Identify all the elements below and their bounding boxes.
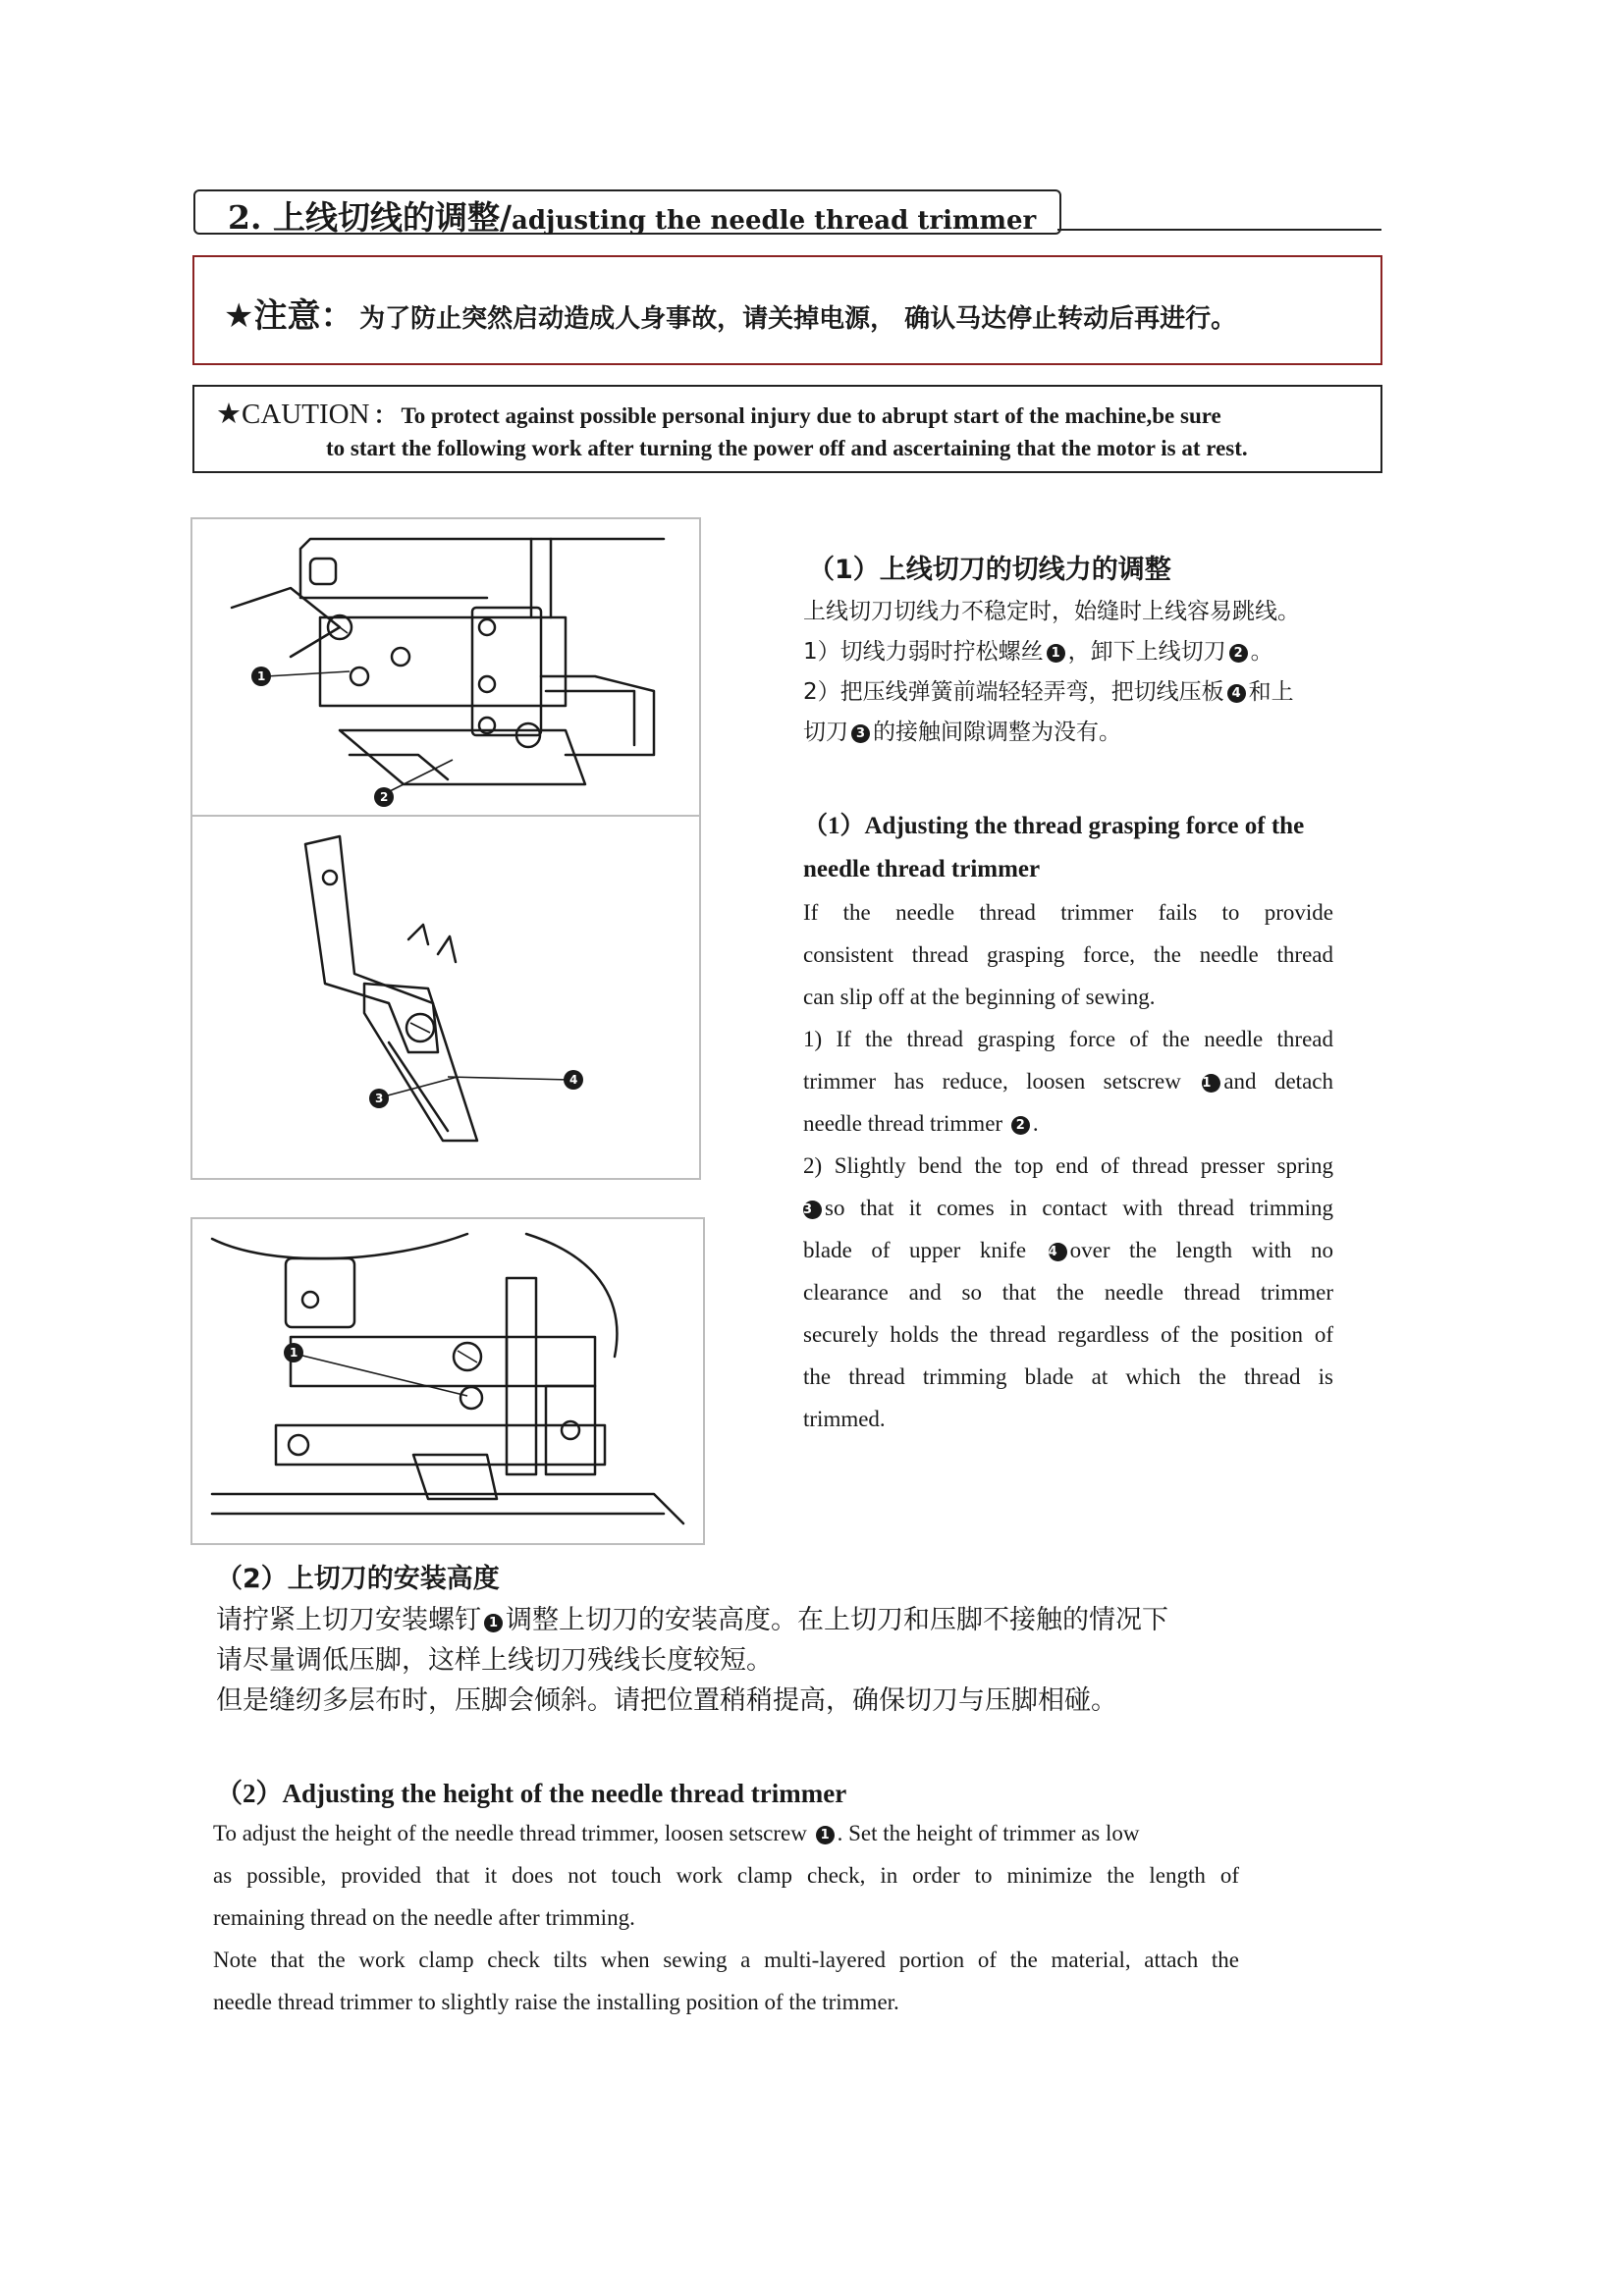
step1-zh-body (803, 592, 1333, 753)
step2-en-l1b: . Set the height of trimmer as low (837, 1821, 1140, 1845)
trimmer-height-adjustment-illustration (192, 1219, 703, 1543)
step1-en-p3-l4: clearance and so that the needle thread trimmer (803, 1280, 1333, 1305)
step2-zh-heading: （2）上切刀的安装高度 (216, 1564, 500, 1594)
marker-3-inline-en: 3 (803, 1201, 822, 1219)
marker-2: 2 (380, 790, 389, 804)
figure-trimmer-part (190, 815, 701, 1180)
needle-thread-trimmer-part-illustration (192, 817, 699, 1178)
step2-zh-body (216, 1600, 1168, 1721)
step2-en-heading: （2）Adjusting the height of the needle thread trimmer (216, 1779, 847, 1808)
marker-3: 3 (375, 1092, 384, 1105)
step1-zh-p4 (803, 713, 1333, 753)
step2-en-l2: as possible, provided that it does not touch work clamp check, in order to minimize the length of (213, 1863, 1239, 1888)
step1-zh-p2-a: 1）切线力弱时拧松螺丝 (803, 639, 1044, 665)
step1-en-p2-l3 (803, 1102, 1333, 1145)
step1-zh-p4-b: 的接触间隙调整为没有。 (873, 720, 1121, 745)
step1-en-heading-1: （1）Adjusting the thread grasping force of the (803, 813, 1305, 839)
step1-en-p3-l1: 2) Slightly bend the top end of thread presser spring (803, 1153, 1333, 1178)
step1-en-p2-l3b: . (1032, 1111, 1039, 1136)
marker-2-inline: 2 (1229, 644, 1248, 663)
step1-zh-p3-b: 和上 (1248, 679, 1294, 705)
step1-zh-p1: 上线切刀切线力不稳定时，始缝时上线容易跳线。 (803, 599, 1300, 624)
step2-en-l5: needle thread trimmer to slightly raise the installing position of the trimmer. (213, 1990, 899, 2014)
step1-en-p3-l3 (803, 1229, 1333, 1271)
step1-zh-heading: （1）上线切刀的切线力的调整 (808, 555, 1171, 585)
step1-en-heading-2: needle thread trimmer (803, 856, 1041, 882)
step2-zh-l1 (216, 1600, 1168, 1640)
section-number: 2. (228, 198, 262, 237)
figure-trimmer-height (190, 1217, 705, 1545)
step1-zh-p3 (803, 672, 1333, 713)
step2-en-body (213, 1812, 1239, 2023)
step1-en-p1-l2: consistent thread grasping force, the needle thread (803, 942, 1333, 967)
caution-box-zh (192, 255, 1382, 365)
caution-en-label: ★CAUTION (216, 399, 370, 430)
step1-en-p1-l1: If the needle thread trimmer fails to provide (803, 900, 1333, 925)
caution-box-en (192, 385, 1382, 473)
marker-4-inline-en: 4 (1049, 1243, 1067, 1261)
step1-en-p3-l6: the thread trimming blade at which the thread is (803, 1364, 1333, 1389)
step1-en-p3-l3a: blade of upper knife (803, 1238, 1027, 1262)
step1-zh-p2 (803, 632, 1333, 672)
caution-en-colon: ： (373, 403, 398, 429)
step1-en-p3-l3b: over the length with no (1069, 1238, 1333, 1262)
step2-zh-l1b: 调整上切刀的安装高度。在上切刀和压脚不接触的情况下 (506, 1605, 1168, 1635)
step1-en-p2-l2a: trimmer has reduce, loosen setscrew (803, 1069, 1181, 1094)
step1-zh-p2-b: ，卸下上线切刀 (1067, 639, 1226, 665)
marker-2-inline-en: 2 (1011, 1116, 1030, 1135)
step1-zh-p3-a: 2）把压线弹簧前端轻轻弄弯，把切线压板 (803, 679, 1224, 705)
section-title (228, 192, 1036, 239)
step1-en-p3-l2 (803, 1187, 1333, 1229)
step2-zh-l2: 请尽量调低压脚，这样上线切刀残线长度较短。 (216, 1645, 773, 1676)
caution-zh-label: ★注意： (224, 296, 354, 336)
marker-1: 1 (257, 669, 266, 683)
section-title-en: adjusting the needle thread trimmer (512, 206, 1037, 236)
marker-1-fig3: 1 (290, 1346, 298, 1360)
step2-zh-l3: 但是缝纫多层布时，压脚会倾斜。请把位置稍稍提高，确保切刀与压脚相碰。 (216, 1685, 1117, 1716)
figure-sewing-head (190, 517, 701, 819)
step1-en (803, 805, 1333, 1440)
marker-1-step2-en: 1 (816, 1826, 835, 1844)
marker-3-inline: 3 (851, 724, 870, 743)
caution-zh-text: 为了防止突然启动造成人身事故，请关掉电源， 确认马达停止转动后再进行。 (359, 304, 1237, 334)
step1-zh-p2-c: 。 (1250, 639, 1273, 665)
marker-4-inline: 4 (1227, 684, 1246, 703)
step2-en-l1 (213, 1812, 1239, 1854)
step1-en-p1-l3: can slip off at the beginning of sewing. (803, 985, 1156, 1009)
step2-en-l4: Note that the work clamp check tilts when sewing a multi-layered portion of the material, attach the (213, 1948, 1239, 1972)
step1-en-p2-l2 (803, 1060, 1333, 1102)
caution-en-text-2: to start the following work after turning the power off and ascertaining that the motor is at rest. (326, 436, 1248, 460)
marker-1-step2-zh: 1 (484, 1614, 503, 1632)
section-title-underline (1057, 229, 1381, 231)
step2-zh-l1a: 请拧紧上切刀安装螺钉 (216, 1605, 481, 1635)
step1-en-p3-l7: trimmed. (803, 1407, 886, 1431)
marker-4: 4 (569, 1073, 578, 1087)
marker-1-inline-en: 1 (1202, 1074, 1220, 1093)
step2-en-l1a: To adjust the height of the needle thread trimmer, loosen setscrew (213, 1821, 807, 1845)
caution-en-line1 (216, 396, 1221, 431)
step1-en-p3-l2-text: so that it comes in contact with thread trimming (825, 1196, 1333, 1220)
marker-1-inline: 1 (1047, 644, 1065, 663)
caution-en-text-1: To protect against possible personal injury due to abrupt start of the machine,be sure (401, 403, 1221, 428)
step1-zh-p4-a: 切刀 (803, 720, 848, 745)
sewing-head-trimmer-illustration (192, 519, 699, 817)
step1-en-p2-l2b: and detach (1223, 1069, 1333, 1094)
step2-en-l3: remaining thread on the needle after trimming. (213, 1905, 635, 1930)
section-title-zh: 上线切线的调整/ (272, 198, 513, 237)
step1-en-p3-l5: securely holds the thread regardless of the position of (803, 1322, 1333, 1347)
step1-en-p2-l1: 1) If the thread grasping force of the needle thread (803, 1027, 1333, 1051)
step1-en-p2-l3a: needle thread trimmer (803, 1111, 1003, 1136)
caution-zh-line (224, 289, 1236, 337)
